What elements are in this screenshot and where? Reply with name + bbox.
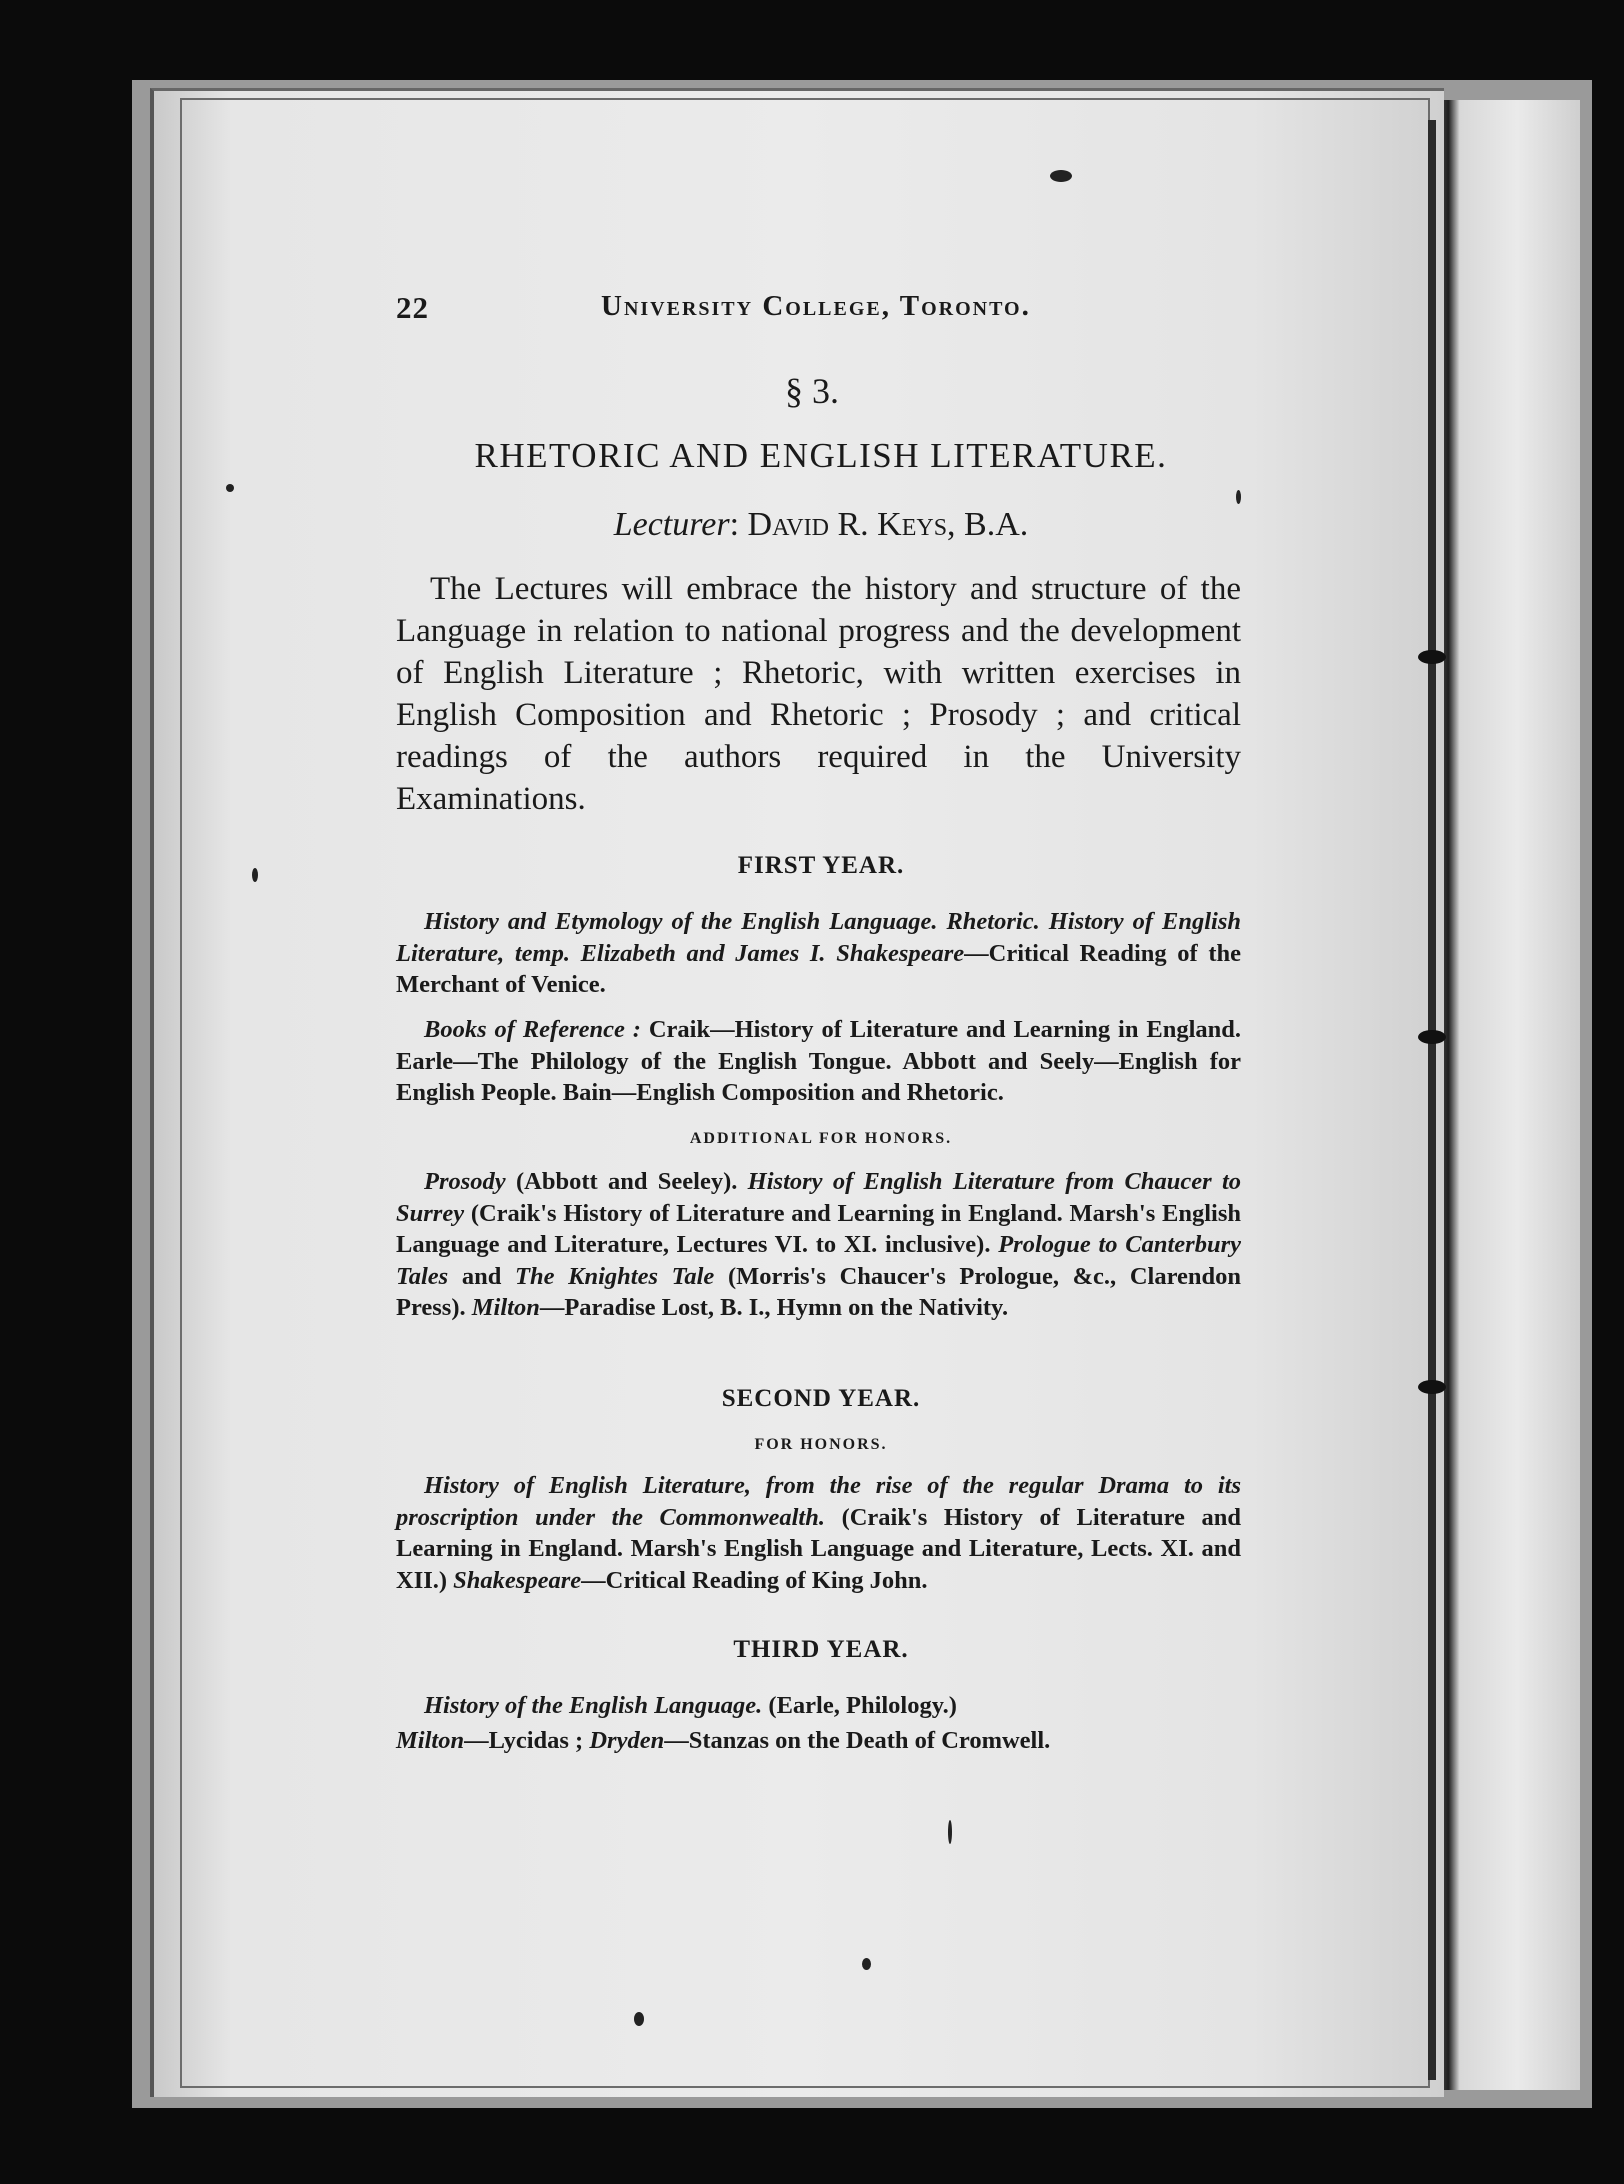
course-text: (Craik's History of Literature and Learning in England. Marsh's English Language and Literature, Lects. XI. and XII.) [396,1503,1241,1594]
third-year-heading: THIRD YEAR. [733,1636,909,1663]
references-label: Books of Reference : [424,1016,641,1043]
binding-thread [1418,1030,1446,1044]
course-text: —Critical Reading of King John. [581,1566,928,1594]
third-year-line-1 [396,1690,1241,1722]
first-year-references [396,1014,1241,1109]
course-text: —Lycidas ; [464,1727,584,1754]
course-item: History of English Literature, temp. Elizabeth and James I. [396,908,1242,967]
binding-thread [1418,650,1446,664]
course-item: History of English Literature, from the rise of the regular Drama to its proscription under the Commonwealth. [396,1472,1241,1531]
course-text: —Critical Reading of the Merchant of Venice. [396,939,1242,998]
binding-thread [1418,1380,1446,1394]
running-title: University College, Toronto. [601,290,1031,322]
first-year-heading: FIRST YEAR. [737,852,905,879]
course-item: Dryden [589,1727,665,1754]
binding-spine [1428,120,1436,2080]
first-year-course [396,906,1241,1001]
course-item: Milton [396,1727,465,1754]
intro-paragraph: The Lectures will embrace the history and structure of the Language in relation to national progress and the development of English Literature ; Rhetoric, with written exercises in English Composition and Rhetoric ; Prosody ; and critical readings of the authors required in the University Examinations. [396,571,1241,817]
course-text: (Earle, Philology.) [768,1692,957,1719]
ink-speck [634,2012,644,2026]
honors-item: Prosody [424,1168,506,1195]
lecturer-line [396,506,1246,544]
section-mark-text: § 3. [785,371,839,411]
ink-speck [1050,170,1072,182]
first-year-honors [396,1166,1241,1324]
honors-item: History of English Literature from Chaucer to Surrey [396,1168,1242,1227]
lecturer-name: David R. Keys, B.A. [747,506,1029,543]
honors-item: The Knightes Tale [515,1262,715,1290]
third-year-line-2 [396,1725,1241,1757]
honors-text: (Craik's History of Literature and Learning in England. Marsh's English Language and Literature, Lectures VI. to XI. inclusive). [396,1199,1241,1258]
chapter-title: RHETORIC AND ENGLISH LITERATURE. [474,436,1168,475]
second-year-course [396,1470,1241,1596]
ink-speck [862,1958,871,1970]
course-text: —Stanzas on the Death of Cromwell. [664,1727,1051,1754]
references-text: Craik—History of Literature and Learning in England. Earle—The Philology of the English Tongue. Abbott and Seely—English for English People. Bain—English Composition and Rhetoric. [396,1016,1242,1106]
honors-text: (Morris's Chaucer's Prologue, &c., Clarendon Press). [396,1262,1242,1321]
running-head [396,290,1246,330]
ink-speck [948,1820,952,1844]
lecturer-separator: : [729,506,740,543]
course-item: Rhetoric. [946,908,1040,935]
course-item: Shakespeare [453,1566,582,1594]
honors-text: —Paradise Lost, B. I., Hymn on the Nativity. [539,1294,1009,1321]
course-item: History of the English Language. [424,1692,763,1719]
honors-item: Prologue to Canterbury Tales [396,1231,1241,1290]
course-item: History and Etymology of the English Language. [424,908,938,935]
honors-item: Milton [471,1294,540,1321]
second-year-heading: SECOND YEAR. [721,1385,921,1412]
second-year-honors-heading: FOR HONORS. [754,1436,888,1453]
first-year-honors-heading: ADDITIONAL FOR HONORS. [689,1130,953,1147]
lecturer-label: Lecturer [613,506,730,543]
honors-text: and [461,1262,502,1290]
ink-speck [1236,490,1241,504]
page-number: 22 [396,290,429,325]
ink-speck [226,484,234,492]
course-item: Shakespeare [836,939,965,967]
section-mark [0,370,1624,412]
ink-speck [252,868,258,882]
honors-text: (Abbott and Seeley). [515,1168,738,1195]
